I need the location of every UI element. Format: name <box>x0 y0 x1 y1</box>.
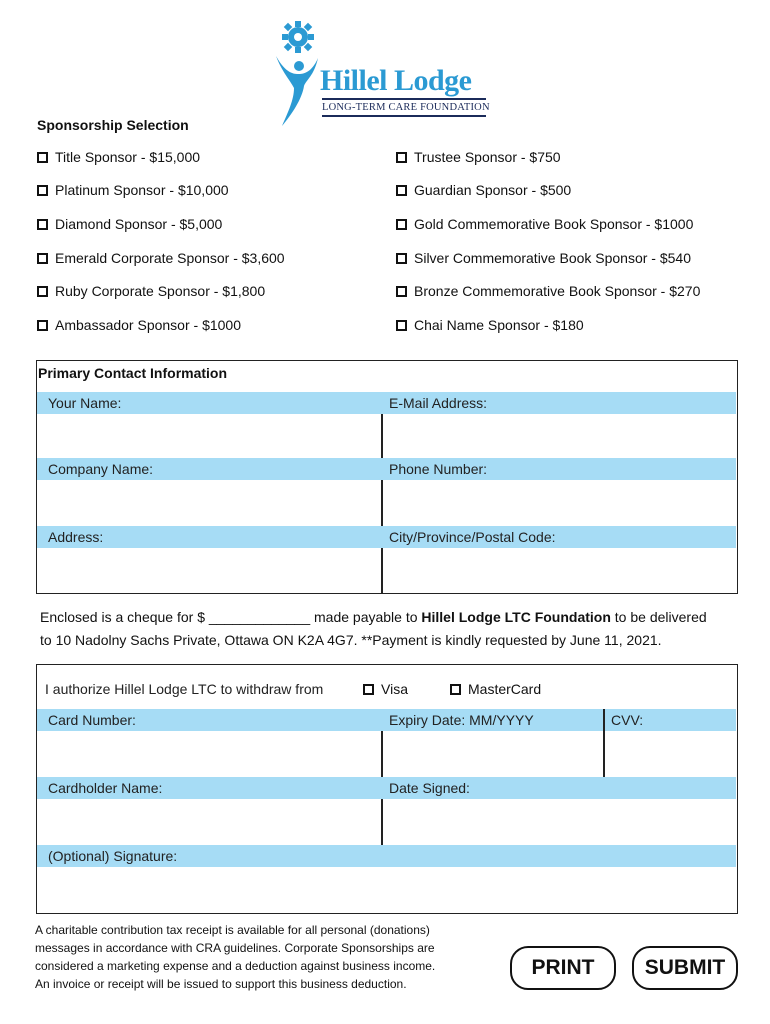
cheque-line-2: to 10 Nadolny Sachs Private, Ottawa ON K2A 4G7. **Payment is kindly requested by June 11, 2021. <box>40 632 662 648</box>
sponsor-option[interactable] <box>37 250 285 266</box>
card-number-field[interactable] <box>37 731 381 777</box>
note-line: An invoice or receipt will be issued to support this business deduction. <box>35 977 407 991</box>
sponsor-label: Title Sponsor - $15,000 <box>55 149 201 165</box>
visa-label: Visa <box>381 681 408 697</box>
note-line: messages in accordance with CRA guidelines. Corporate Sponsorships are <box>35 941 435 955</box>
sponsor-label: Diamond Sponsor - $5,000 <box>55 216 223 232</box>
sponsor-label: Guardian Sponsor - $500 <box>414 182 572 198</box>
sponsor-label: Bronze Commemorative Book Sponsor - $270 <box>414 283 701 299</box>
print-button[interactable]: PRINT <box>510 946 616 990</box>
column-divider <box>381 799 383 845</box>
sponsor-checkbox[interactable] <box>396 286 407 297</box>
cheque-line-1 <box>40 609 707 625</box>
mastercard-label: MasterCard <box>468 681 542 697</box>
hillel-lodge-logo <box>272 14 492 132</box>
column-divider <box>381 548 383 593</box>
sponsor-option[interactable] <box>37 182 229 198</box>
note-line: A charitable contribution tax receipt is available for all personal (donations) <box>35 923 430 937</box>
sponsor-option[interactable] <box>37 317 241 333</box>
column-divider <box>603 709 605 777</box>
authorize-text: I authorize Hillel Lodge LTC to withdraw from <box>45 681 324 697</box>
sponsor-checkbox[interactable] <box>396 219 407 230</box>
sponsor-label: Platinum Sponsor - $10,000 <box>55 182 229 198</box>
address-label: Address: <box>48 529 104 545</box>
expiry-field[interactable] <box>383 731 601 777</box>
signature-field[interactable] <box>37 867 736 912</box>
cheque-suffix: to be delivered <box>610 609 707 625</box>
submit-button[interactable]: SUBMIT <box>632 946 738 990</box>
sponsorship-title: Sponsorship Selection <box>37 117 189 133</box>
mastercard-option[interactable] <box>450 681 541 697</box>
foundation-name: Hillel Lodge LTC Foundation <box>421 609 611 625</box>
card-number-label: Card Number: <box>48 712 136 728</box>
sponsor-checkbox[interactable] <box>396 320 407 331</box>
sponsor-checkbox[interactable] <box>37 152 48 163</box>
phone-label: Phone Number: <box>389 461 488 477</box>
sponsor-label: Gold Commemorative Book Sponsor - $1000 <box>414 216 694 232</box>
date-signed-field[interactable] <box>383 799 736 845</box>
label-band <box>37 392 736 414</box>
logo-name: Hillel Lodge <box>320 64 472 97</box>
sponsor-option[interactable] <box>396 283 700 299</box>
column-divider <box>381 414 383 458</box>
signature-label: (Optional) Signature: <box>48 848 178 864</box>
your-name-label: Your Name: <box>48 395 122 411</box>
sponsor-checkbox[interactable] <box>396 253 407 264</box>
company-name-field[interactable] <box>37 480 381 525</box>
sponsor-option[interactable] <box>396 149 561 165</box>
payment-box <box>36 664 738 914</box>
city-label: City/Province/Postal Code: <box>389 529 556 545</box>
column-divider <box>381 480 383 526</box>
cvv-field[interactable] <box>603 731 736 777</box>
email-label: E-Mail Address: <box>389 395 488 411</box>
sponsor-option[interactable] <box>396 216 693 232</box>
note-line: considered a marketing expense and a deduction against business income. <box>35 959 436 973</box>
sponsor-checkbox[interactable] <box>396 152 407 163</box>
sponsor-option[interactable] <box>37 283 265 299</box>
sponsor-checkbox[interactable] <box>37 185 48 196</box>
logo-figure-icon <box>272 14 322 132</box>
company-name-label: Company Name: <box>48 461 154 477</box>
visa-option[interactable] <box>363 681 408 697</box>
tax-receipt-note <box>35 921 435 993</box>
expiry-label: Expiry Date: MM/YYYY <box>389 712 534 728</box>
cvv-label: CVV: <box>611 712 644 728</box>
primary-contact-box <box>36 360 738 594</box>
logo-divider <box>322 98 486 100</box>
visa-checkbox[interactable] <box>363 684 374 695</box>
sponsor-checkbox[interactable] <box>37 286 48 297</box>
contact-title: Primary Contact Information <box>38 365 228 381</box>
date-signed-label: Date Signed: <box>389 780 470 796</box>
sponsor-option[interactable] <box>396 317 584 333</box>
sponsor-checkbox[interactable] <box>37 219 48 230</box>
your-name-field[interactable] <box>37 414 381 458</box>
sponsor-option[interactable] <box>396 182 571 198</box>
sponsor-checkbox[interactable] <box>37 253 48 264</box>
sponsor-label: Chai Name Sponsor - $180 <box>414 317 584 333</box>
email-field[interactable] <box>383 414 736 458</box>
cheque-prefix: Enclosed is a cheque for $ _____________ made payable to <box>40 609 422 625</box>
mastercard-checkbox[interactable] <box>450 684 461 695</box>
sponsor-label: Ambassador Sponsor - $1000 <box>55 317 241 333</box>
sponsor-option[interactable] <box>396 250 691 266</box>
address-field[interactable] <box>37 548 381 592</box>
city-field[interactable] <box>383 548 736 592</box>
sponsor-label: Ruby Corporate Sponsor - $1,800 <box>55 283 266 299</box>
sponsor-option[interactable] <box>37 216 222 232</box>
sponsor-label: Trustee Sponsor - $750 <box>414 149 561 165</box>
sponsor-checkbox[interactable] <box>396 185 407 196</box>
sponsor-label: Emerald Corporate Sponsor - $3,600 <box>55 250 285 266</box>
cardholder-label: Cardholder Name: <box>48 780 163 796</box>
logo-subtitle: LONG-TERM CARE FOUNDATION <box>322 102 490 113</box>
column-divider <box>381 731 383 777</box>
sponsor-option[interactable] <box>37 149 200 165</box>
label-band <box>37 526 736 548</box>
cardholder-field[interactable] <box>37 799 381 845</box>
phone-field[interactable] <box>383 480 736 525</box>
sponsor-checkbox[interactable] <box>37 320 48 331</box>
sponsor-label: Silver Commemorative Book Sponsor - $540 <box>414 250 692 266</box>
logo-divider <box>322 115 486 117</box>
